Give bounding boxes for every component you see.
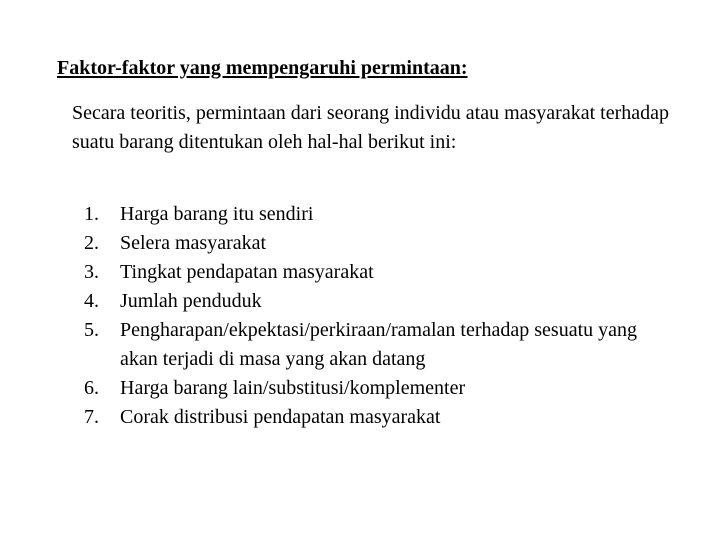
- factor-item-4: [72, 287, 672, 316]
- factor-number: 2.: [84, 232, 99, 254]
- factor-number: 6.: [84, 377, 99, 399]
- factor-text: Jumlah penduduk: [120, 290, 262, 312]
- factor-text: Pengharapan/ekpektasi/perkiraan/ramalan terhadap sesuatu yang akan terjadi di masa yang akan datang: [120, 319, 638, 370]
- factor-text: Corak distribusi pendapatan masyarakat: [120, 406, 441, 428]
- factor-item-2: [72, 229, 672, 258]
- factor-number: 1.: [84, 203, 99, 225]
- factor-item-6: [72, 374, 672, 403]
- factor-number: 3.: [84, 261, 99, 283]
- factor-text: Harga barang lain/substitusi/komplementer: [120, 377, 466, 399]
- factor-text: Harga barang itu sendiri: [120, 203, 314, 225]
- factor-item-1: [72, 200, 672, 229]
- factor-text: Tingkat pendapatan masyarakat: [120, 261, 374, 283]
- factor-item-7: [72, 403, 672, 432]
- factor-item-3: [72, 258, 672, 287]
- intro-paragraph: Secara teoritis, permintaan dari seorang individu atau masyarakat terhadap suatu barang ditentukan oleh hal-hal berikut ini:: [72, 102, 669, 153]
- factor-number: 4.: [84, 290, 99, 312]
- slide-title: Faktor-faktor yang mempengaruhi permintaan:: [57, 57, 468, 79]
- factor-number: 7.: [84, 406, 99, 428]
- factor-text: Selera masyarakat: [120, 232, 267, 254]
- factor-list: [72, 200, 672, 432]
- factor-number: 5.: [84, 319, 99, 341]
- factor-item-5: [72, 316, 672, 374]
